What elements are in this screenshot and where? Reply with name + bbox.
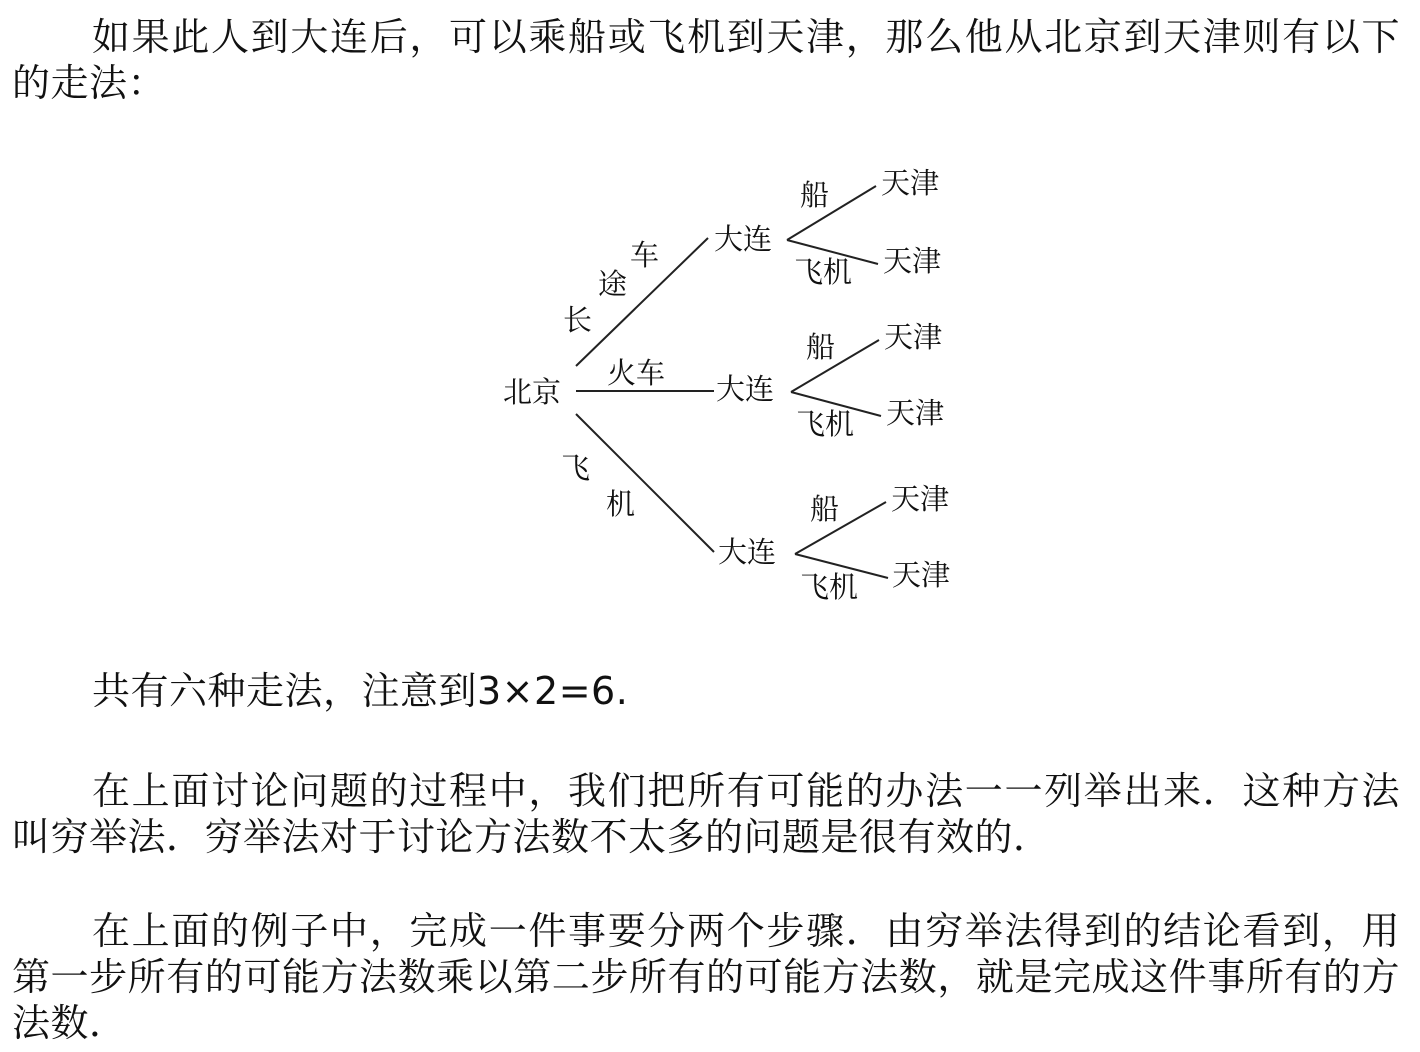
leaf-tianjin-1b: 天津 [883,244,942,278]
edge-beijing-dalian-3 [576,414,714,552]
edge-label-1-char-3: 车 [630,238,660,272]
intro-paragraph: 如果此人到大连后，可以乘船或飞机到天津，那么他从北京到天津则有以下的走法： [12,15,1400,105]
edge-label-boat-2: 船 [806,330,836,364]
node-dalian-3: 大连 [718,535,777,569]
leaf-tianjin-2a: 天津 [884,320,943,354]
edge-label-1-char-1: 长 [563,303,593,337]
method-paragraph: 在上面讨论问题的过程中，我们把所有可能的办法一一列举出来．这种方法叫穷举法．穷举法对于讨论方法数不太多的问题是很有效的． [12,769,1400,859]
edge-label-1-char-2: 途 [598,267,628,301]
leaf-tianjin-3b: 天津 [892,558,951,592]
edge-label-boat-3: 船 [810,492,840,526]
edge-dalian3-tianjin-a [795,502,886,554]
edge-label-plane-3: 飞机 [800,570,859,604]
edge-label-plane-1: 飞机 [794,255,853,289]
tree-root-beijing: 北京 [503,375,562,409]
edge-label-2: 火车 [607,356,666,390]
leaf-tianjin-2b: 天津 [886,396,945,430]
leaf-tianjin-3a: 天津 [891,482,950,516]
edge-label-3-char-1: 飞 [561,451,591,485]
edge-label-boat-1: 船 [800,178,830,212]
edge-label-plane-2: 飞机 [796,407,855,441]
leaf-tianjin-1a: 天津 [881,166,940,200]
conclusion-paragraph: 在上面的例子中，完成一件事要分两个步骤．由穷举法得到的结论看到，用第一步所有的可能方法数乘以第二步所有的可能方法数，就是完成这件事所有的方法数． [12,909,1400,1045]
count-paragraph: 共有六种走法，注意到3×2=6. [92,669,629,713]
node-dalian-2: 大连 [716,372,775,406]
edge-label-3-char-2: 机 [606,487,636,521]
node-dalian-1: 大连 [714,222,773,256]
